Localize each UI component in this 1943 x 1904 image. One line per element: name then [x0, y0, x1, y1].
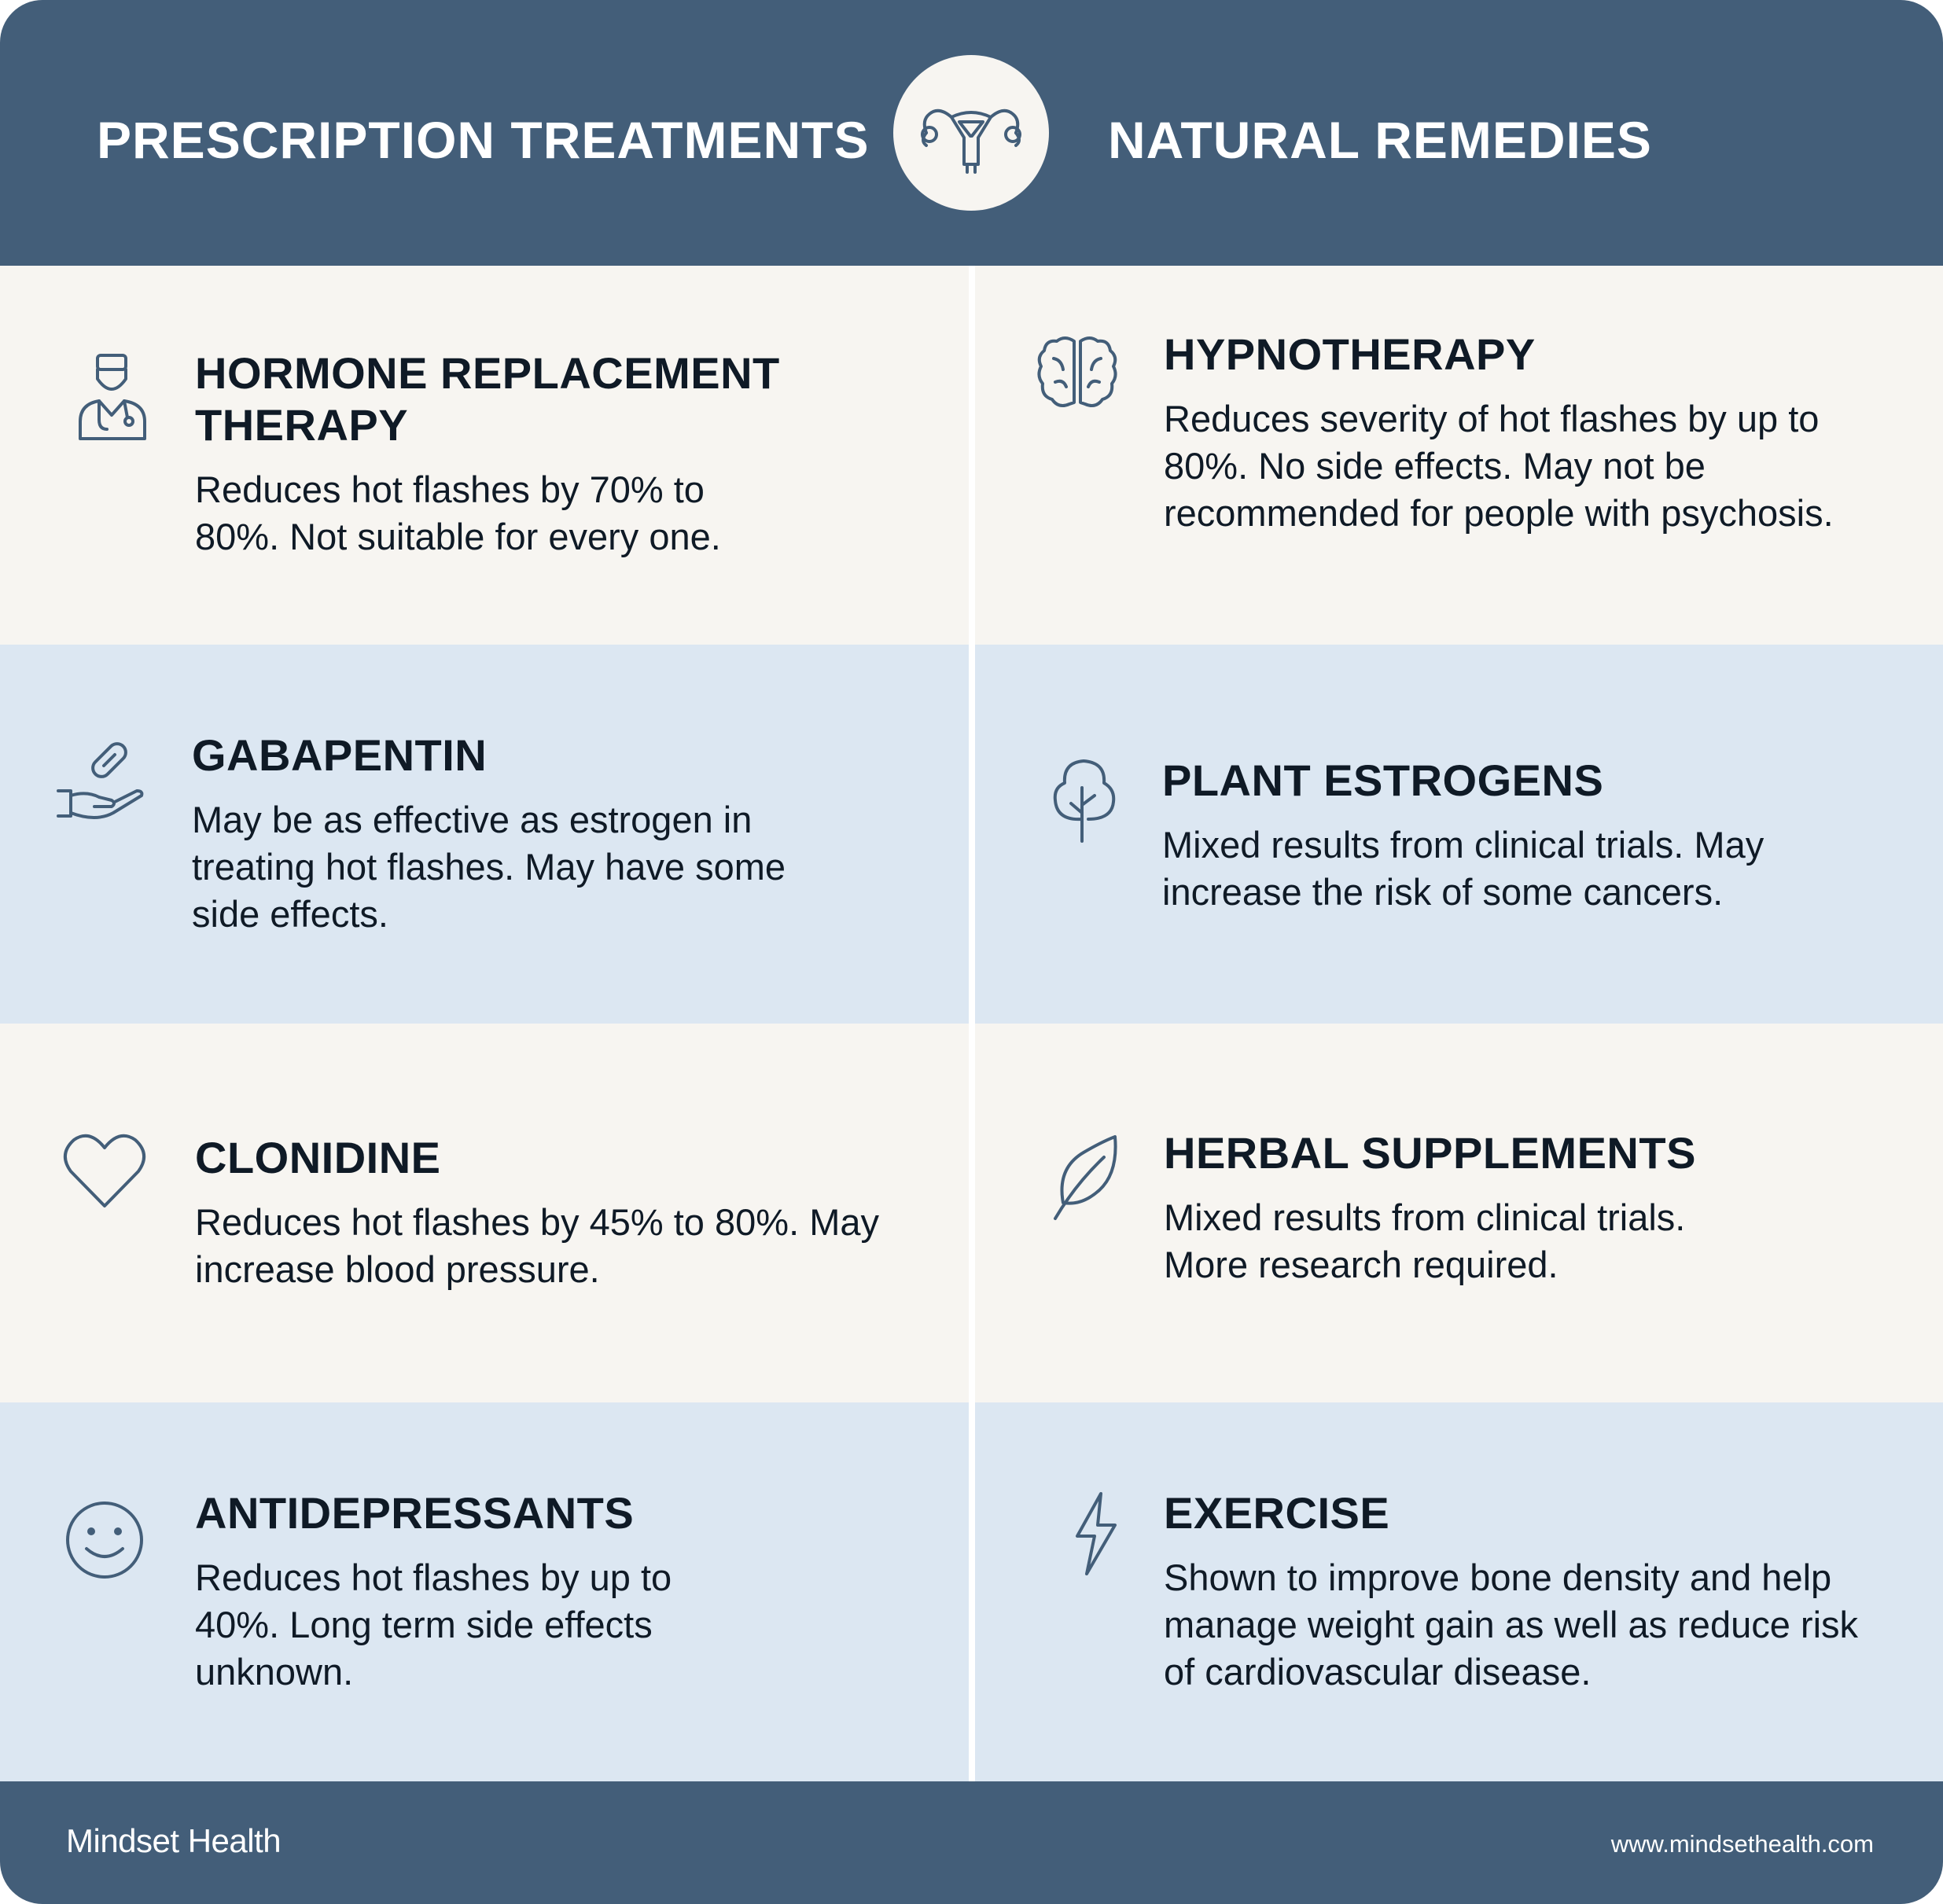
tree-icon	[1051, 756, 1118, 844]
brain-icon	[1036, 335, 1118, 410]
header-bar	[0, 0, 1943, 266]
treatment-text: Reduces hot flashes by 45% to 80%. May increase blood pressure.	[195, 1201, 879, 1290]
remedy-hypnotherapy	[975, 266, 1943, 645]
treatment-title: ANTIDEPRESSANTS	[195, 1488, 635, 1538]
treatment-antidepressants	[0, 1402, 969, 1781]
remedy-text: Reduces severity of hot flashes by up to 80%. No side effects. May not be recommended for people with psychosis.	[1164, 398, 1834, 534]
treatment-text: May be as effective as estrogen in treating hot flashes. May have some side effects.	[192, 799, 786, 935]
brand-logo-text: Mindset Health	[66, 1822, 282, 1859]
doctor-icon	[75, 352, 151, 442]
treatment-title: GABAPENTIN	[192, 730, 488, 780]
treatment-title: HORMONE REPLACEMENT THERAPY	[195, 348, 780, 450]
column-divider	[969, 266, 975, 1781]
website-link[interactable]: www.mindsethealth.com	[1610, 1830, 1874, 1858]
lightning-icon	[1073, 1490, 1120, 1577]
treatment-text: Reduces hot flashes by 70% to 80%. Not suitable for every one.	[195, 469, 721, 557]
treatment-hrt	[0, 266, 969, 645]
remedy-title: EXERCISE	[1164, 1488, 1390, 1538]
remedy-plant-estrogens	[975, 645, 1943, 1024]
remedy-title: HYPNOTHERAPY	[1164, 329, 1536, 379]
remedy-title: PLANT ESTROGENS	[1162, 755, 1604, 805]
heart-icon	[63, 1132, 146, 1211]
treatment-clonidine	[0, 1024, 969, 1402]
remedy-text: Mixed results from clinical trials. May increase the risk of some cancers.	[1162, 824, 1765, 913]
remedy-text: Shown to improve bone density and help manage weight gain as well as reduce risk of cardiovascular disease.	[1164, 1557, 1859, 1693]
logo-badge	[893, 55, 1049, 211]
treatment-text: Reduces hot flashes by up to 40%. Long term side effects unknown.	[195, 1557, 672, 1693]
remedy-exercise	[975, 1402, 1943, 1781]
smiley-icon	[64, 1500, 145, 1580]
natural-column-title: NATURAL REMEDIES	[1108, 111, 1652, 169]
treatment-title: CLONIDINE	[195, 1133, 441, 1182]
treatment-gabapentin	[0, 645, 969, 1024]
leaf-icon	[1052, 1134, 1120, 1222]
prescription-column-title: PRESCRIPTION TREATMENTS	[97, 111, 870, 169]
uterus-icon	[912, 86, 1030, 180]
remedy-herbal-supplements	[975, 1024, 1943, 1402]
remedy-title: HERBAL SUPPLEMENTS	[1164, 1128, 1696, 1178]
pill-hand-icon	[55, 736, 146, 822]
remedy-text: Mixed results from clinical trials. More research required.	[1164, 1196, 1686, 1285]
footer-bar	[0, 1781, 1943, 1904]
